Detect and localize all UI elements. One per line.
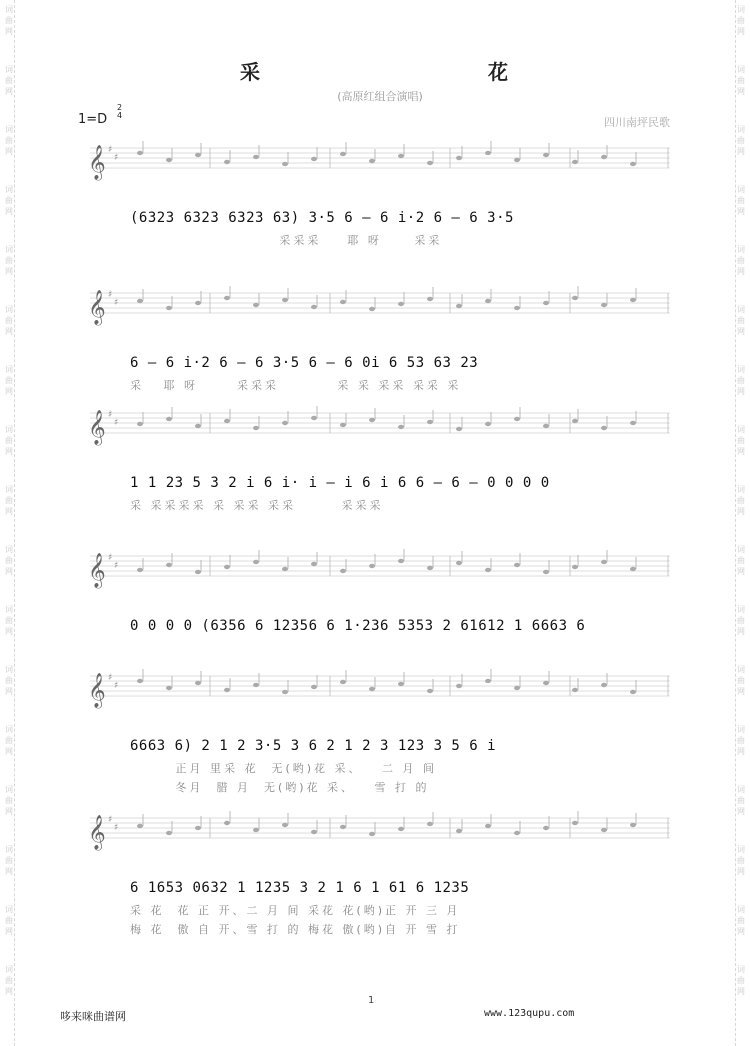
note-head [514, 306, 520, 310]
watermark-char: 词 [5, 725, 13, 734]
watermark-char: 网 [737, 387, 745, 396]
page-title [240, 56, 510, 85]
watermark-char: 词 [737, 785, 745, 794]
watermark-char: 网 [737, 327, 745, 336]
watermark-char: 曲 [5, 796, 13, 805]
watermark-char: 曲 [737, 136, 745, 145]
note-head [311, 157, 317, 161]
note-head [166, 306, 172, 310]
note-head [166, 563, 172, 567]
sharp-icon: ♯ [114, 823, 119, 833]
watermark-char: 曲 [5, 496, 13, 505]
site-url: www.123qupu.com [484, 1008, 575, 1019]
watermark-char: 词 [737, 245, 745, 254]
watermark-char: 网 [5, 207, 13, 216]
staff-4 [90, 548, 670, 588]
note-head [427, 566, 433, 570]
watermark-char: 词 [737, 65, 745, 74]
watermark-char: 曲 [5, 436, 13, 445]
page-number: 1 [368, 995, 375, 1006]
note-head [195, 301, 201, 305]
watermark-char: 网 [737, 87, 745, 96]
watermark-char: 词 [5, 65, 13, 74]
note-head [630, 421, 636, 425]
watermark-char: 词 [737, 305, 745, 314]
left-watermark-column [0, 0, 18, 1046]
time-signature [117, 104, 122, 120]
watermark-char: 曲 [5, 256, 13, 265]
watermark-char: 曲 [737, 316, 745, 325]
note-head [630, 162, 636, 166]
note-head [137, 151, 143, 155]
watermark-char: 网 [737, 627, 745, 636]
watermark-char: 曲 [737, 856, 745, 865]
note-head [398, 827, 404, 831]
treble-clef-icon: 𝄞 [88, 553, 106, 588]
watermark-char: 曲 [737, 496, 745, 505]
note-head [572, 296, 578, 300]
note-head [601, 828, 607, 832]
note-head [543, 153, 549, 157]
watermark-char: 网 [737, 987, 745, 996]
watermark-char: 曲 [737, 16, 745, 25]
lyric-line: 采 耶 呀 采采采 采 采 采采 采采 采 [130, 379, 462, 392]
lyric-line: 采 采采采采 采 采采 采采 采采采 [130, 499, 384, 512]
note-head [137, 679, 143, 683]
watermark-char: 曲 [5, 736, 13, 745]
note-head [601, 560, 607, 564]
key-signature: 1=D [78, 112, 108, 127]
watermark-char: 网 [5, 627, 13, 636]
note-head [630, 823, 636, 827]
note-head [311, 685, 317, 689]
lyric-line: 冬月 腊 月 无(哟)花 采、 雪 打 的 [130, 781, 430, 794]
watermark-char: 词 [737, 965, 745, 974]
watermark-char: 词 [737, 5, 745, 14]
sharp-icon: ♯ [114, 153, 119, 163]
note-head [195, 681, 201, 685]
note-head [630, 298, 636, 302]
watermark-char: 词 [737, 425, 745, 434]
note-head [340, 825, 346, 829]
watermark-char: 曲 [5, 76, 13, 85]
note-head [282, 162, 288, 166]
watermark-char: 曲 [5, 616, 13, 625]
watermark-char: 曲 [5, 856, 13, 865]
note-head [398, 302, 404, 306]
sharp-icon: ♯ [108, 145, 113, 155]
note-head [456, 304, 462, 308]
watermark-char: 词 [5, 245, 13, 254]
note-head [485, 824, 491, 828]
lyric-line: 梅 花 傲 自 开、雪 打 的 梅花 傲(哟)自 开 雪 打 [130, 923, 461, 936]
note-head [340, 569, 346, 573]
watermark-char: 词 [737, 845, 745, 854]
note-head [166, 158, 172, 162]
lyric-line: 采采采 耶 呀 采采 [130, 234, 443, 247]
staff-2 [90, 285, 670, 325]
note-head [514, 831, 520, 835]
watermark-char: 词 [5, 365, 13, 374]
watermark-char: 网 [737, 927, 745, 936]
composer-credit: 四川南坪民歌 [604, 116, 670, 129]
sharp-icon: ♯ [114, 561, 119, 571]
note-head [369, 564, 375, 568]
note-head [195, 570, 201, 574]
note-head [514, 686, 520, 690]
note-head [253, 426, 259, 430]
title-char-2: 花 [488, 60, 510, 84]
watermark-char: 词 [737, 545, 745, 554]
note-head [543, 681, 549, 685]
watermark-char: 曲 [737, 916, 745, 925]
lyric-line: 正月 里采 花 无(哟)花 采、 二 月 间 [130, 762, 438, 775]
watermark-char: 网 [5, 687, 13, 696]
watermark-char: 网 [737, 27, 745, 36]
staff-1 [90, 140, 670, 180]
note-head [369, 159, 375, 163]
note-head [630, 690, 636, 694]
time-signature-bottom: 4 [117, 111, 123, 120]
watermark-char: 网 [5, 147, 13, 156]
staff-5 [90, 668, 670, 708]
note-head [572, 565, 578, 569]
note-head [282, 421, 288, 425]
watermark-char: 词 [5, 665, 13, 674]
note-head [369, 418, 375, 422]
note-head [456, 829, 462, 833]
watermark-char: 词 [5, 605, 13, 614]
title-char-1: 采 [240, 60, 262, 84]
watermark-char: 网 [737, 447, 745, 456]
watermark-char: 词 [5, 425, 13, 434]
staff-6 [90, 810, 670, 850]
treble-clef-icon: 𝄞 [88, 673, 106, 708]
watermark-char: 网 [5, 747, 13, 756]
watermark-char: 网 [5, 27, 13, 36]
note-head [311, 830, 317, 834]
note-head [456, 561, 462, 565]
watermark-char: 词 [5, 305, 13, 314]
jianpu-line-6: 6 1653 0632 1 1235 3 2 1 6 1 61 6 1235 [130, 880, 470, 896]
watermark-char: 网 [737, 687, 745, 696]
note-head [427, 161, 433, 165]
watermark-char: 词 [737, 665, 745, 674]
watermark-char: 曲 [5, 556, 13, 565]
note-head [456, 427, 462, 431]
note-head [137, 824, 143, 828]
staff-3 [90, 405, 670, 445]
watermark-char: 曲 [5, 676, 13, 685]
watermark-char: 曲 [737, 256, 745, 265]
watermark-char: 曲 [737, 76, 745, 85]
note-head [427, 689, 433, 693]
watermark-char: 词 [737, 905, 745, 914]
watermark-char: 词 [737, 365, 745, 374]
watermark-char: 词 [737, 605, 745, 614]
note-head [224, 821, 230, 825]
note-head [311, 305, 317, 309]
sharp-icon: ♯ [108, 553, 113, 563]
note-head [514, 158, 520, 162]
note-head [485, 679, 491, 683]
note-head [514, 417, 520, 421]
watermark-char: 网 [737, 267, 745, 276]
site-name: 哆来咪曲谱网 [60, 1010, 126, 1023]
note-head [282, 690, 288, 694]
watermark-char: 曲 [5, 316, 13, 325]
watermark-char: 曲 [737, 556, 745, 565]
note-head [543, 424, 549, 428]
watermark-char: 曲 [5, 916, 13, 925]
note-head [485, 422, 491, 426]
note-head [572, 688, 578, 692]
treble-clef-icon: 𝄞 [88, 290, 106, 325]
watermark-char: 词 [5, 125, 13, 134]
note-head [282, 567, 288, 571]
watermark-char: 词 [737, 485, 745, 494]
note-head [485, 151, 491, 155]
note-head [224, 565, 230, 569]
treble-clef-icon: 𝄞 [88, 145, 106, 180]
watermark-char: 网 [5, 87, 13, 96]
watermark-char: 网 [737, 567, 745, 576]
watermark-char: 词 [5, 545, 13, 554]
note-head [601, 155, 607, 159]
note-head [543, 301, 549, 305]
watermark-char: 词 [5, 5, 13, 14]
sharp-icon: ♯ [108, 815, 113, 825]
watermark-char: 网 [5, 567, 13, 576]
watermark-char: 网 [737, 867, 745, 876]
time-signature-top: 2 [117, 103, 123, 112]
note-head [369, 307, 375, 311]
watermark-char: 曲 [737, 196, 745, 205]
note-head [485, 299, 491, 303]
watermark-char: 曲 [737, 376, 745, 385]
note-head [601, 683, 607, 687]
note-head [601, 426, 607, 430]
watermark-char: 词 [5, 785, 13, 794]
sharp-icon: ♯ [114, 298, 119, 308]
note-head [543, 826, 549, 830]
watermark-char: 网 [5, 447, 13, 456]
note-head [340, 680, 346, 684]
note-head [166, 417, 172, 421]
right-watermark-column [732, 0, 750, 1046]
note-head [398, 425, 404, 429]
watermark-char: 网 [5, 507, 13, 516]
note-head [572, 160, 578, 164]
watermark-char: 词 [737, 185, 745, 194]
note-head [224, 296, 230, 300]
note-head [427, 297, 433, 301]
note-head [166, 831, 172, 835]
watermark-char: 词 [737, 725, 745, 734]
note-head [137, 299, 143, 303]
note-head [282, 298, 288, 302]
watermark-char: 曲 [5, 136, 13, 145]
note-head [369, 832, 375, 836]
watermark-char: 网 [737, 207, 745, 216]
treble-clef-icon: 𝄞 [88, 410, 106, 445]
watermark-char: 网 [5, 927, 13, 936]
note-head [253, 155, 259, 159]
note-head [253, 828, 259, 832]
note-head [514, 563, 520, 567]
watermark-char: 网 [5, 267, 13, 276]
watermark-char: 曲 [5, 196, 13, 205]
treble-clef-icon: 𝄞 [88, 815, 106, 850]
watermark-char: 曲 [5, 976, 13, 985]
jianpu-line-1: (6323 6323 6323 63) 3·5 6 — 6 i·2 6 — 6 3·5 [130, 210, 514, 226]
note-head [340, 152, 346, 156]
watermark-char: 网 [5, 387, 13, 396]
watermark-char: 曲 [737, 796, 745, 805]
watermark-char: 词 [5, 965, 13, 974]
note-head [427, 420, 433, 424]
note-head [253, 303, 259, 307]
watermark-char: 网 [5, 987, 13, 996]
watermark-char: 网 [737, 747, 745, 756]
note-head [224, 419, 230, 423]
watermark-char: 网 [5, 327, 13, 336]
watermark-char: 网 [737, 807, 745, 816]
jianpu-line-5: 6663 6) 2 1 2 3·5 3 6 2 1 2 3 123 3 5 6 i [130, 738, 497, 754]
note-head [543, 570, 549, 574]
sharp-icon: ♯ [108, 410, 113, 420]
watermark-char: 曲 [5, 16, 13, 25]
lyric-line: 采 花 花 正 开、二 月 间 采花 花(哟)正 开 三 月 [130, 904, 461, 917]
note-head [601, 303, 607, 307]
note-head [311, 562, 317, 566]
note-head [427, 822, 433, 826]
note-head [398, 154, 404, 158]
subtitle: (高原红组合演唱) [337, 90, 423, 103]
note-head [485, 568, 491, 572]
watermark-char: 词 [5, 845, 13, 854]
note-head [224, 688, 230, 692]
sharp-icon: ♯ [108, 673, 113, 683]
jianpu-line-3: 1 1 23 5 3 2 i 6 i· i — i 6 i 6 6 — 6 — 0 0 0 0 [130, 475, 550, 491]
note-head [456, 684, 462, 688]
note-head [195, 826, 201, 830]
watermark-char: 曲 [737, 436, 745, 445]
sharp-icon: ♯ [114, 681, 119, 691]
note-head [630, 567, 636, 571]
watermark-char: 词 [737, 125, 745, 134]
note-head [195, 153, 201, 157]
note-head [311, 416, 317, 420]
jianpu-line-4: 0 0 0 0 (6356 6 12356 6 1·236 5353 2 61612 1 6663 6 [130, 618, 586, 634]
note-head [572, 419, 578, 423]
watermark-char: 曲 [737, 736, 745, 745]
note-head [195, 424, 201, 428]
note-head [137, 568, 143, 572]
note-head [456, 156, 462, 160]
sharp-icon: ♯ [108, 290, 113, 300]
sharp-icon: ♯ [114, 418, 119, 428]
note-head [253, 560, 259, 564]
note-head [166, 686, 172, 690]
watermark-char: 曲 [737, 676, 745, 685]
watermark-char: 网 [737, 147, 745, 156]
watermark-char: 网 [5, 867, 13, 876]
note-head [340, 300, 346, 304]
watermark-char: 曲 [737, 976, 745, 985]
note-head [224, 160, 230, 164]
note-head [282, 823, 288, 827]
watermark-char: 词 [5, 485, 13, 494]
note-head [369, 687, 375, 691]
note-head [398, 682, 404, 686]
note-head [340, 423, 346, 427]
jianpu-line-2: 6 — 6 i·2 6 — 6 3·5 6 — 6 0i 6 53 63 23 [130, 355, 479, 371]
watermark-char: 词 [5, 905, 13, 914]
note-head [572, 821, 578, 825]
note-head [137, 422, 143, 426]
watermark-char: 词 [5, 185, 13, 194]
watermark-char: 网 [737, 507, 745, 516]
watermark-char: 网 [5, 807, 13, 816]
note-head [253, 683, 259, 687]
watermark-char: 曲 [5, 376, 13, 385]
note-head [398, 559, 404, 563]
watermark-char: 曲 [737, 616, 745, 625]
